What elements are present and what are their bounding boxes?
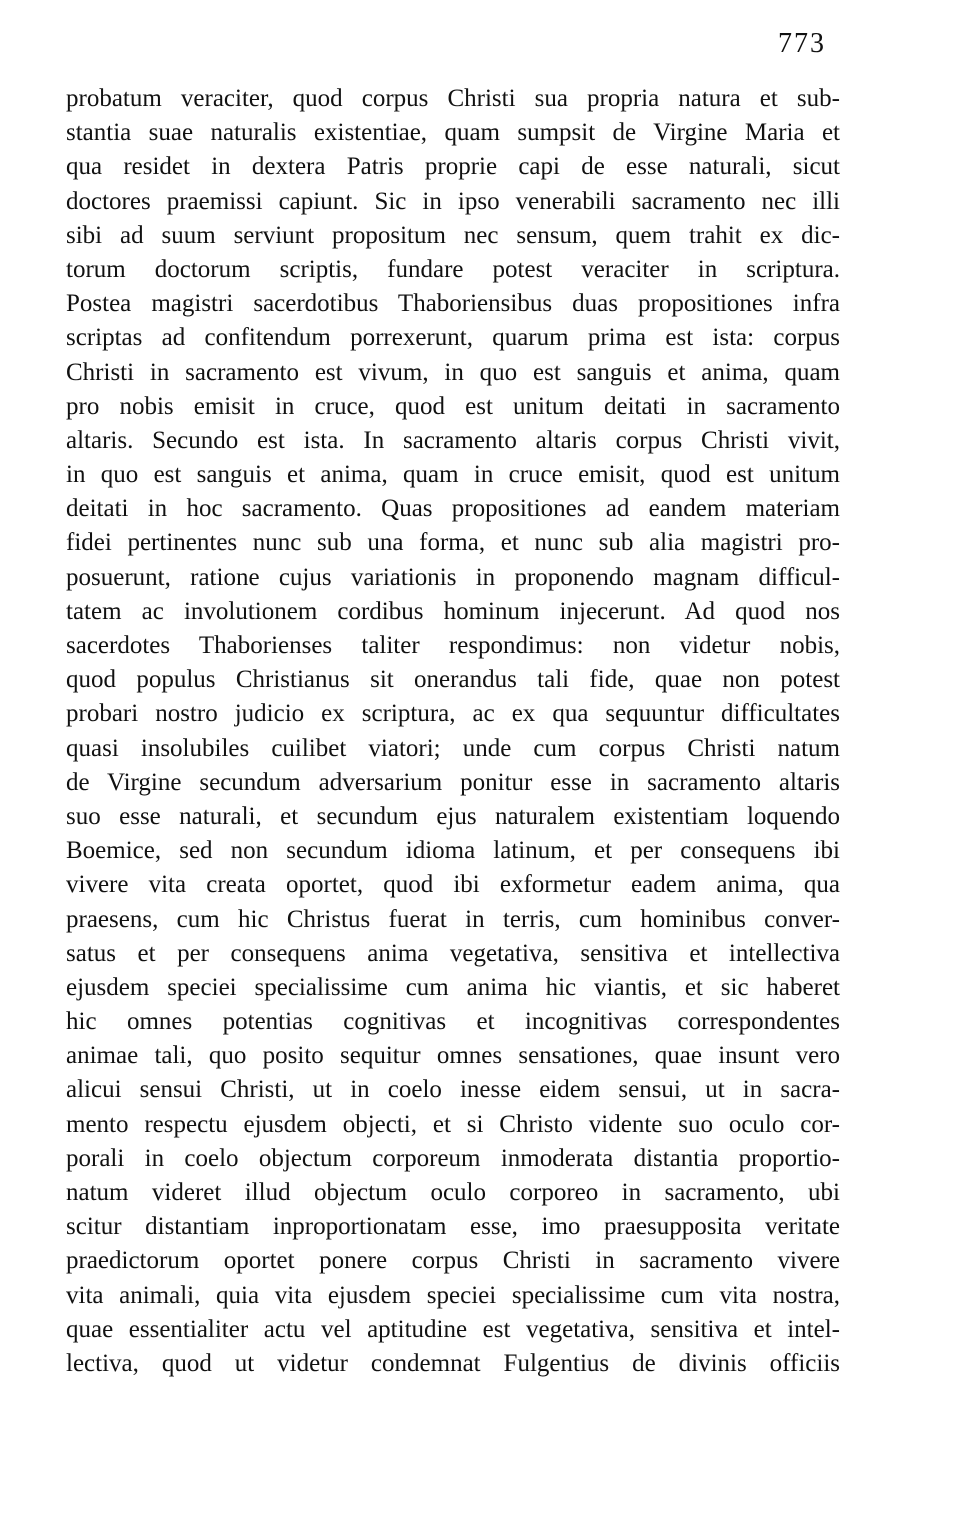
text-line: sibi ad suum serviunt propositum nec sensum, quem trahit ex dic- bbox=[66, 221, 840, 249]
text-line: quasi insolubiles cuilibet viatori; unde cum corpus Christi natum bbox=[66, 734, 840, 762]
text-line: deitati in hoc sacramento. Quas propositiones ad eandem materiam bbox=[66, 495, 840, 523]
text-line: vivere vita creata oportet, quod ibi exformetur eadem anima, qua bbox=[66, 871, 840, 899]
text-line: torum doctorum scriptis, fundare potest veraciter in scriptura. bbox=[66, 255, 840, 283]
text-line: animae tali, quo posito sequitur omnes sensationes, quae insunt vero bbox=[66, 1042, 840, 1070]
text-line: fidei pertinentes nunc sub una forma, et nunc sub alia magistri pro- bbox=[66, 529, 840, 557]
text-line: hic omnes potentias cognitivas et incognitivas correspondentes bbox=[66, 1008, 840, 1036]
text-line: in quo est sanguis et anima, quam in cruce emisit, quod est unitum bbox=[66, 461, 840, 489]
page-number: 773 bbox=[778, 28, 826, 59]
text-line: satus et per consequens anima vegetativa, sensitiva et intellectiva bbox=[66, 939, 840, 967]
text-line: altaris. Secundo est ista. In sacramento altaris corpus Christi vivit, bbox=[66, 426, 840, 454]
text-line: lectiva, quod ut videtur condemnat Fulgentius de divinis officiis bbox=[66, 1349, 840, 1377]
text-line: scriptas ad confitendum porrexerunt, quarum prima est ista: corpus bbox=[66, 324, 840, 352]
text-line: scitur distantiam inproportionatam esse, imo praesupposita veritate bbox=[66, 1213, 840, 1241]
text-line: mento respectu ejusdem objecti, et si Christo vidente suo oculo cor- bbox=[66, 1110, 840, 1138]
text-line: ejusdem speciei specialissime cum anima hic viantis, et sic haberet bbox=[66, 973, 840, 1001]
text-line: doctores praemissi capiunt. Sic in ipso venerabili sacramento nec illi bbox=[66, 187, 840, 215]
text-line: qua residet in dextera Patris proprie capi de esse naturali, sicut bbox=[66, 153, 840, 181]
text-line: suo esse naturali, et secundum ejus naturalem existentiam loquendo bbox=[66, 802, 840, 830]
text-line: porali in coelo objectum corporeum inmoderata distantia proportio- bbox=[66, 1144, 840, 1172]
text-line: praedictorum oportet ponere corpus Christi in sacramento vivere bbox=[66, 1247, 840, 1275]
text-line: alicui sensui Christi, ut in coelo inesse eidem sensui, ut in sacra- bbox=[66, 1076, 840, 1104]
text-line: pro nobis emisit in cruce, quod est unitum deitati in sacramento bbox=[66, 392, 840, 420]
text-line: Boemice, sed non secundum idioma latinum, et per consequens ibi bbox=[66, 837, 840, 865]
text-line: stantia suae naturalis existentiae, quam sumpsit de Virgine Maria et bbox=[66, 119, 840, 147]
text-line: praesens, cum hic Christus fuerat in terris, cum hominibus conver- bbox=[66, 905, 840, 933]
text-line: probari nostro judicio ex scriptura, ac ex qua sequuntur difficultates bbox=[66, 700, 840, 728]
body-text bbox=[66, 82, 840, 1381]
text-line: sacerdotes Thaborienses taliter respondimus: non videtur nobis, bbox=[66, 632, 840, 659]
text-line: de Virgine secundum adversarium ponitur esse in sacramento altaris bbox=[66, 768, 840, 796]
text-line: posuerunt, ratione cujus variationis in proponendo magnam difficul- bbox=[66, 563, 840, 591]
text-line: Postea magistri sacerdotibus Thaboriensibus duas propositiones infra bbox=[66, 290, 840, 318]
text-line: vita animali, quia vita ejusdem speciei specialissime cum vita nostra, bbox=[66, 1281, 840, 1309]
text-line: quod populus Christianus sit onerandus tali fide, quae non potest bbox=[66, 666, 840, 694]
text-line: probatum veraciter, quod corpus Christi sua propria natura et sub- bbox=[66, 85, 840, 112]
text-line: natum videret illud objectum oculo corporeo in sacramento, ubi bbox=[66, 1179, 840, 1206]
text-line: tatem ac involutionem cordibus hominum injecerunt. Ad quod nos bbox=[66, 597, 840, 625]
text-line: Christi in sacramento est vivum, in quo est sanguis et anima, quam bbox=[66, 358, 840, 386]
text-line: quae essentialiter actu vel aptitudine est vegetativa, sensitiva et intel- bbox=[66, 1315, 840, 1343]
